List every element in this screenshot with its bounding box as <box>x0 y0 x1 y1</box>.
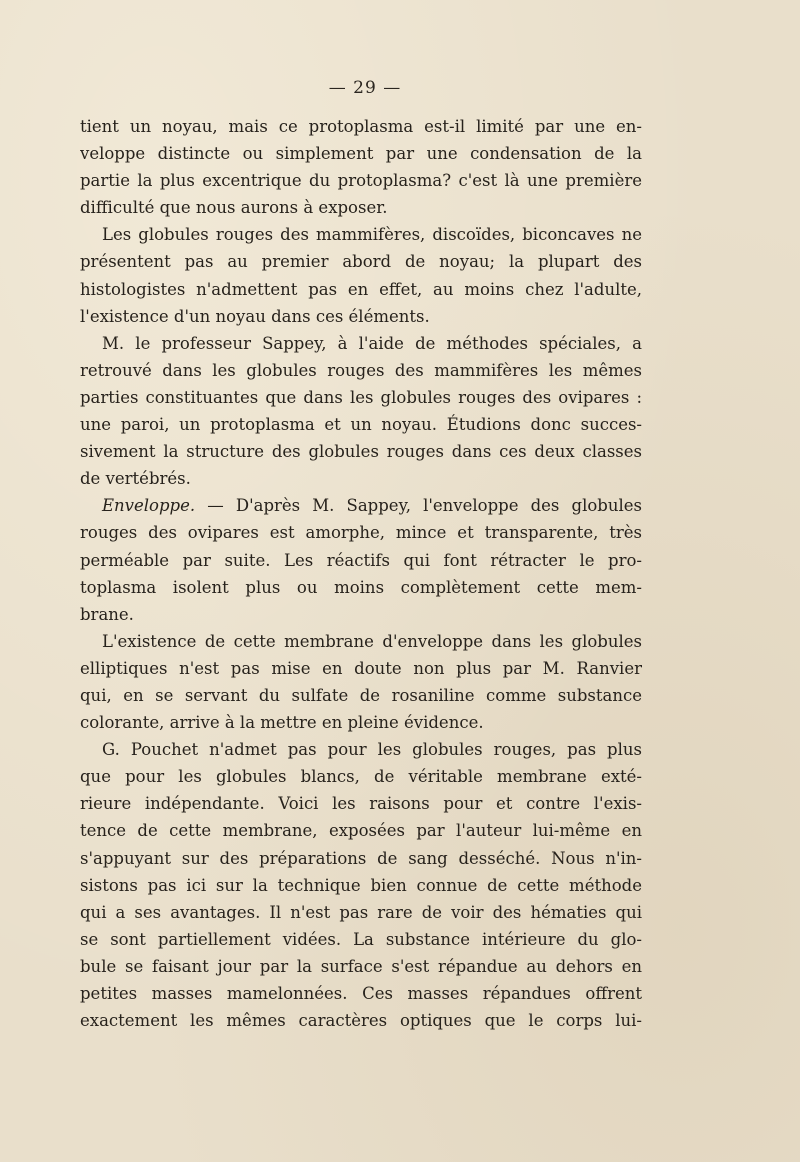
line-text: — D'après M. Sappey, l'enveloppe des globules <box>207 496 642 516</box>
line-text: M. le professeur Sappey, à l'aide de méthodes spéciales, a <box>102 333 642 353</box>
text-line <box>80 330 642 357</box>
text-line <box>80 709 642 736</box>
line-text: partie la plus excentrique du protoplasma? c'est là une première <box>80 171 642 191</box>
line-text: Les globules rouges des mammifères, discoïdes, biconcaves ne <box>102 225 642 245</box>
line-text: perméable par suite. Les réactifs qui font rétracter le pro- <box>80 550 642 570</box>
line-text: sistons pas ici sur la technique bien connue de cette méthode <box>80 875 642 895</box>
line-text: G. Pouchet n'admet pas pour les globules rouges, pas plus <box>102 740 642 760</box>
text-line <box>80 574 642 601</box>
line-text: qui a ses avantages. Il n'est pas rare de voir des hématies qui <box>80 902 642 922</box>
text-line <box>80 1007 642 1034</box>
text-line <box>80 303 642 330</box>
text-line <box>80 411 642 438</box>
text-line <box>80 845 642 872</box>
line-text: histologistes n'admettent pas en effet, au moins chez l'adulte, <box>80 279 642 299</box>
text-line <box>80 926 642 953</box>
text-line <box>80 953 642 980</box>
text-line <box>80 384 642 411</box>
text-line <box>80 438 642 465</box>
line-text: l'existence d'un noyau dans ces éléments. <box>80 306 430 326</box>
text-line <box>80 628 642 655</box>
line-text: de vertébrés. <box>80 469 191 489</box>
line-text: que pour les globules blancs, de véritable membrane exté- <box>80 767 642 787</box>
line-text: colorante, arrive à la mettre en pleine évidence. <box>80 713 484 733</box>
line-text: rouges des ovipares est amorphe, mince et transparente, très <box>80 523 642 543</box>
text-line <box>80 492 642 519</box>
text-line <box>80 357 642 384</box>
text-line <box>80 465 642 492</box>
line-text: une paroi, un protoplasma et un noyau. Étudions donc succes- <box>80 415 642 435</box>
line-text: se sont partiellement vidées. La substance intérieure du glo- <box>80 929 642 949</box>
text-line <box>80 682 642 709</box>
line-text: difficulté que nous aurons à exposer. <box>80 198 388 218</box>
line-text: brane. <box>80 604 134 624</box>
line-text: rieure indépendante. Voici les raisons pour et contre l'exis- <box>80 794 642 814</box>
line-text: tence de cette membrane, exposées par l'auteur lui-même en <box>80 821 642 841</box>
line-text: elliptiques n'est pas mise en doute non plus par M. Ranvier <box>80 658 642 678</box>
page-number: — 29 — <box>328 78 402 98</box>
text-line <box>80 276 642 303</box>
line-text: bule se faisant jour par la surface s'est répandue au dehors en <box>80 956 642 976</box>
line-text: toplasma isolent plus ou moins complètement cette mem- <box>80 577 642 597</box>
line-text: présentent pas au premier abord de noyau; la plupart des <box>80 252 642 272</box>
line-text: tient un noyau, mais ce protoplasma est-il limité par une en- <box>80 117 642 136</box>
text-line <box>80 817 642 844</box>
text-line <box>80 763 642 790</box>
text-line <box>80 872 642 899</box>
text-line <box>80 167 642 194</box>
line-text: parties constituantes que dans les globules rouges des ovipares : <box>80 387 642 407</box>
text-line <box>80 601 642 628</box>
line-text: qui, en se servant du sulfate de rosaniline comme substance <box>80 685 642 705</box>
body-text <box>80 113 642 1034</box>
text-line <box>80 899 642 926</box>
text-line <box>80 140 642 167</box>
text-line <box>80 248 642 275</box>
text-line <box>80 655 642 682</box>
text-line <box>80 194 642 221</box>
text-line <box>80 736 642 763</box>
line-text: s'appuyant sur des préparations de sang desséché. Nous n'in- <box>80 848 642 868</box>
text-line <box>80 547 642 574</box>
line-text: exactement les mêmes caractères optiques que le corps lui- <box>80 1011 642 1031</box>
line-text: retrouvé dans les globules rouges des mammifères les mêmes <box>80 360 642 380</box>
text-line <box>80 980 642 1007</box>
section-heading: Enveloppe. <box>102 496 208 516</box>
line-text: veloppe distincte ou simplement par une condensation de la <box>80 144 642 164</box>
line-text: sivement la structure des globules rouges dans ces deux classes <box>80 442 642 462</box>
text-line <box>80 790 642 817</box>
text-line <box>80 519 642 546</box>
text-line <box>80 221 642 248</box>
text-line <box>80 113 642 140</box>
line-text: L'existence de cette membrane d'enveloppe dans les globules <box>102 631 642 651</box>
line-text: petites masses mamelonnées. Ces masses répandues offrent <box>80 984 642 1003</box>
